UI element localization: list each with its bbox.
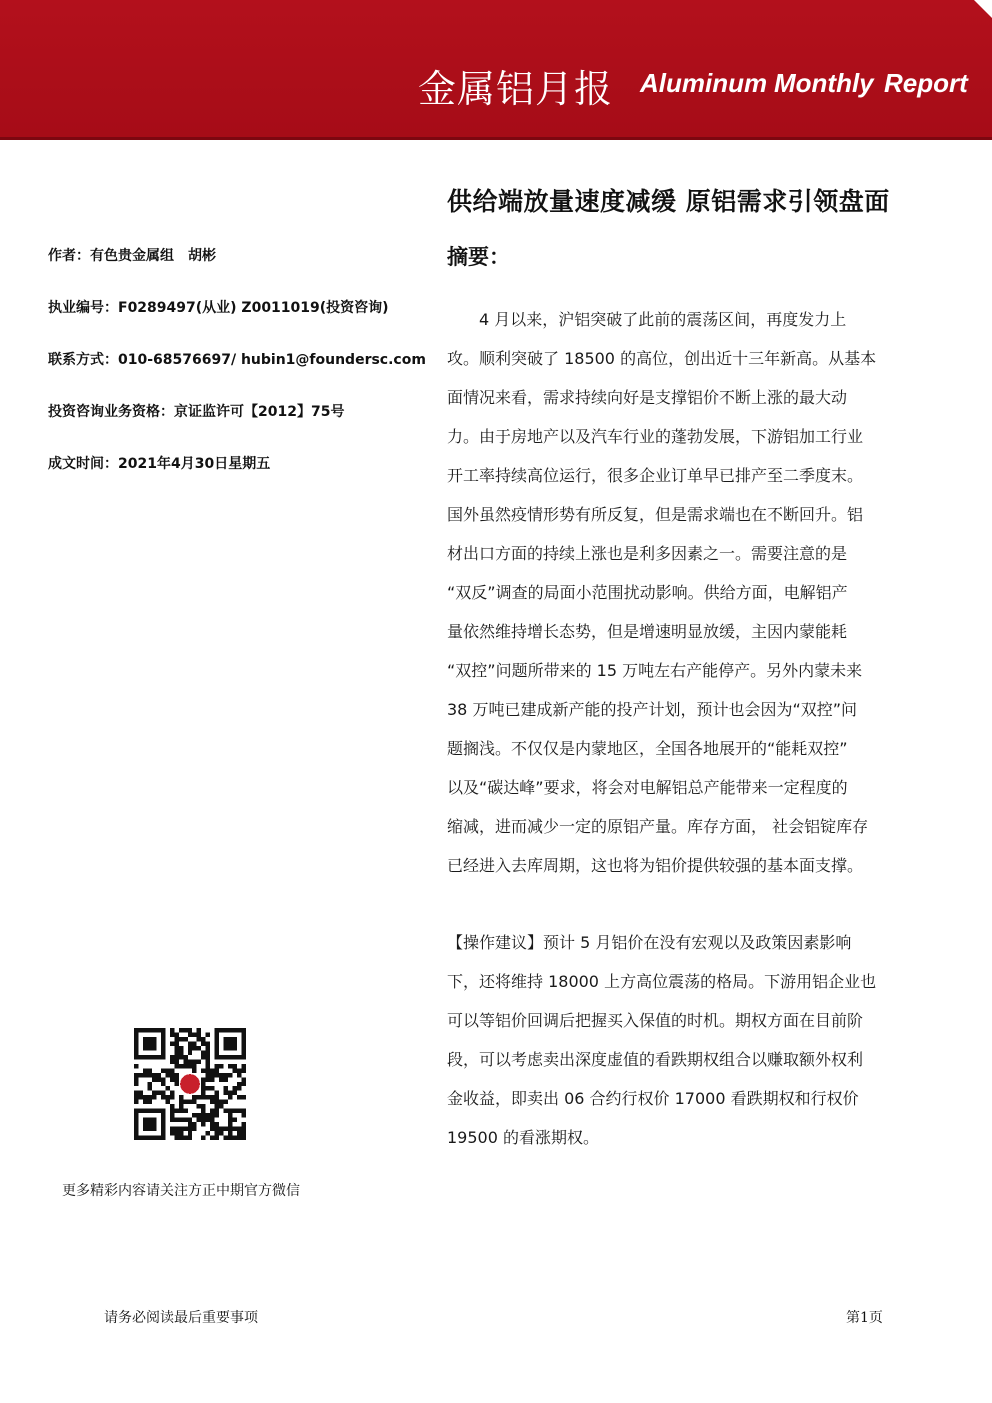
paragraph-line: 缩减，进而减少一定的原铝产量。库存方面， 社会铝锭库存: [447, 817, 869, 836]
paragraph-line: “双反”调查的局面小范围扰动影响。供给方面，电解铝产: [447, 583, 848, 602]
paragraph-line: 已经进入去库周期，这也将为铝价提供较强的基本面支撑。: [447, 856, 864, 875]
header-title-en-word: Aluminum: [640, 68, 768, 98]
report-header-banner: [0, 0, 992, 140]
qualification-info: 投资咨询业务资格：京证监许可【2012】75号: [48, 404, 345, 420]
paragraph-line: 19500 的看涨期权。: [447, 1128, 599, 1147]
paragraph-line: 面情况来看，需求持续向好是支撑铝价不断上涨的最大动: [447, 388, 848, 407]
paragraph-line: 段，可以考虑卖出深度虚值的看跌期权组合以赚取额外权利: [447, 1050, 864, 1069]
paragraph-line: 以及“碳达峰”要求，将会对电解铝总产能带来一定程度的: [447, 778, 848, 797]
paragraph-line: “双控”问题所带来的 15 万吨左右产能停产。另外内蒙未来: [447, 661, 863, 680]
footer-notice: 请务必阅读最后重要事项: [104, 1310, 258, 1326]
qr-caption: 更多精彩内容请关注方正中期官方微信: [62, 1183, 300, 1199]
paragraph-line: 38 万吨已建成新产能的投产计划，预计也会因为“双控”问: [447, 700, 858, 719]
abstract-label: 摘要：: [447, 245, 510, 269]
paragraph-line: 攻。顺利突破了 18500 的高位，创出近十三年新高。从基本: [447, 349, 877, 368]
page-number: 第1页: [846, 1310, 883, 1326]
paragraph-line: 题搁浅。不仅仅是内蒙地区，全国各地展开的“能耗双控”: [447, 739, 848, 758]
paragraph-line: 量依然维持增长态势，但是增速明显放缓，主因内蒙能耗: [447, 622, 848, 641]
paragraph-line: 【操作建议】预计 5 月铝价在没有宏观以及政策因素影响: [447, 933, 852, 952]
paragraph-line: 下，还将维持 18000 上方高位震荡的格局。下游用铝企业也: [447, 972, 877, 991]
paragraph-line: 力。由于房地产以及汽车行业的蓬勃发展，下游铝加工行业: [447, 427, 864, 446]
paragraph-line: 可以等铝价回调后把握买入保值的时机。期权方面在目前阶: [447, 1011, 864, 1030]
wechat-qr-code: [134, 1028, 246, 1140]
contact-info: 联系方式：010-68576697/ hubin1@foundersc.com: [48, 352, 426, 368]
author-info: 作者：有色贵金属组 胡彬: [48, 248, 216, 264]
paragraph-line: 4 月以来，沪铝突破了此前的震荡区间，再度发力上: [447, 310, 847, 329]
paragraph-line: 金收益，即卖出 06 合约行权价 17000 看跌期权和行权价: [447, 1089, 859, 1108]
paragraph-line: 国外虽然疫情形势有所反复，但是需求端也在不断回升。铝: [447, 505, 864, 524]
header-title-en-word: Report: [884, 68, 968, 98]
license-number: 执业编号：F0289497(从业) Z0011019(投资咨询): [48, 300, 389, 316]
paragraph-line: 开工率持续高位运行，很多企业订单早已排产至二季度末。: [447, 466, 864, 485]
report-date: 成文时间：2021年4月30日星期五: [48, 456, 271, 472]
paragraph-line: 材出口方面的持续上涨也是利多因素之一。需要注意的是: [447, 544, 848, 563]
header-title-en-word: Monthly: [774, 68, 874, 98]
header-title-cn: 金属铝月报: [418, 67, 614, 111]
article-title: 供给端放量速度减缓 原铝需求引领盘面: [447, 187, 890, 216]
